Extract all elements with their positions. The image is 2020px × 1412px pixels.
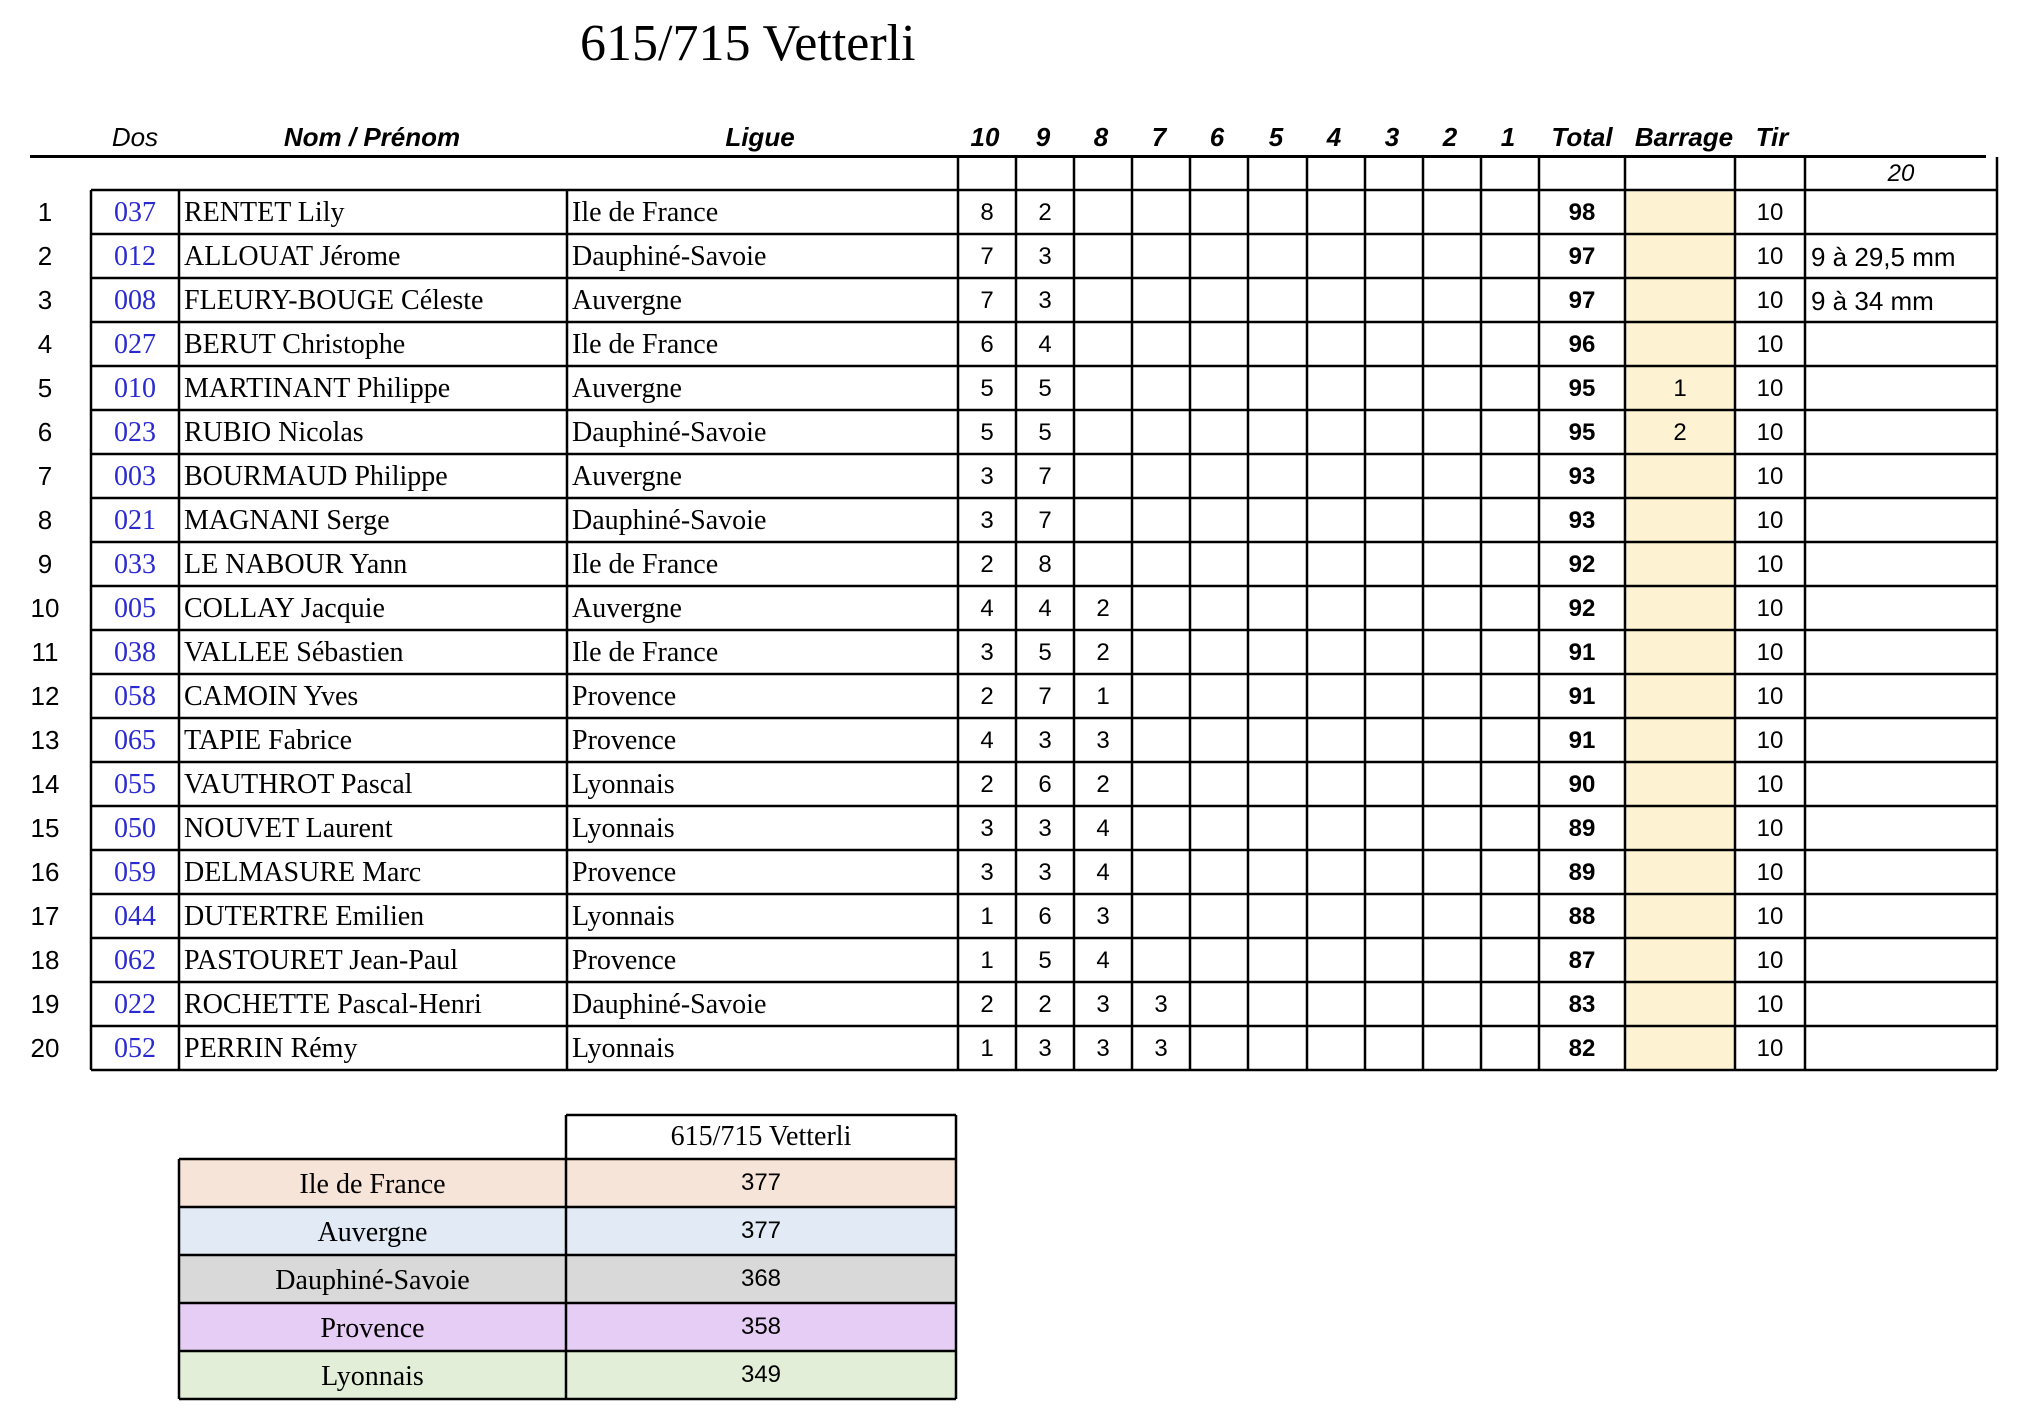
summary-league-name: Provence <box>320 1313 425 1344</box>
header-score-2: 2 <box>1442 122 1458 152</box>
shooter-name: MAGNANI Serge <box>184 505 390 536</box>
total-score: 91 <box>1568 727 1596 754</box>
header-score-1: 1 <box>1500 122 1516 152</box>
total-score: 95 <box>1568 375 1596 402</box>
rank: 16 <box>30 857 60 887</box>
bib-number: 065 <box>114 725 156 756</box>
shooter-league: Provence <box>572 725 677 756</box>
shots-count: 10 <box>1756 463 1784 490</box>
score-9: 7 <box>1038 507 1052 534</box>
total-score: 83 <box>1568 991 1596 1018</box>
total-score: 93 <box>1568 463 1596 490</box>
bib-number: 050 <box>114 813 156 844</box>
rank: 4 <box>37 329 53 359</box>
score-9: 5 <box>1038 419 1052 446</box>
header-score-6: 6 <box>1209 122 1225 152</box>
shots-count: 10 <box>1756 243 1784 270</box>
shooter-league: Ile de France <box>572 329 719 360</box>
score-9: 4 <box>1038 595 1052 622</box>
shots-count: 10 <box>1756 639 1784 666</box>
total-score: 97 <box>1568 287 1596 314</box>
shots-count: 10 <box>1756 507 1784 534</box>
shots-count: 10 <box>1756 991 1784 1018</box>
header-tir: Tir <box>1755 122 1789 152</box>
shooter-league: Auvergne <box>572 373 682 404</box>
total-score: 89 <box>1568 815 1596 842</box>
summary-league-name: Auvergne <box>317 1217 428 1248</box>
header-total: Total <box>1551 122 1613 152</box>
shooter-name: PERRIN Rémy <box>184 1033 358 1064</box>
score-10: 3 <box>980 815 994 842</box>
bib-number: 027 <box>114 329 156 360</box>
score-9: 3 <box>1038 727 1052 754</box>
shooter-name: MARTINANT Philippe <box>184 373 451 404</box>
score-7: 3 <box>1154 1035 1168 1062</box>
bib-number: 012 <box>114 241 156 272</box>
rank: 6 <box>37 417 53 447</box>
total-score: 93 <box>1568 507 1596 534</box>
score-9: 6 <box>1038 771 1052 798</box>
shooter-league: Provence <box>572 857 677 888</box>
total-score: 91 <box>1568 683 1596 710</box>
shooter-name: DELMASURE Marc <box>184 857 422 888</box>
score-8: 4 <box>1096 859 1110 886</box>
rank: 20 <box>30 1033 60 1063</box>
shooter-league: Auvergne <box>572 461 682 492</box>
score-8: 1 <box>1096 683 1110 710</box>
bib-number: 021 <box>114 505 156 536</box>
rank: 17 <box>30 901 60 931</box>
rank: 13 <box>30 725 60 755</box>
shots-count: 10 <box>1756 375 1784 402</box>
total-score: 88 <box>1568 903 1596 930</box>
shooter-league: Dauphiné-Savoie <box>572 989 767 1020</box>
rank: 19 <box>30 989 60 1019</box>
total-score: 92 <box>1568 595 1596 622</box>
shots-count: 10 <box>1756 903 1784 930</box>
shooter-count: 20 <box>1887 160 1915 187</box>
shots-count: 10 <box>1756 1035 1784 1062</box>
total-score: 91 <box>1568 639 1596 666</box>
total-score: 92 <box>1568 551 1596 578</box>
score-10: 3 <box>980 859 994 886</box>
total-score: 89 <box>1568 859 1596 886</box>
shooter-name: ROCHETTE Pascal-Henri <box>184 989 482 1020</box>
shooter-name: VALLEE Sébastien <box>184 637 404 668</box>
score-9: 3 <box>1038 815 1052 842</box>
bib-number: 010 <box>114 373 156 404</box>
score-10: 4 <box>980 727 994 754</box>
summary-league-name: Dauphiné-Savoie <box>275 1265 470 1296</box>
header-score-8: 8 <box>1093 122 1109 152</box>
page-title: 615/715 Vetterli <box>580 15 916 72</box>
rank: 11 <box>31 637 59 667</box>
score-8: 2 <box>1096 595 1110 622</box>
shooter-league: Auvergne <box>572 593 682 624</box>
score-10: 1 <box>980 1035 994 1062</box>
score-8: 4 <box>1096 947 1110 974</box>
score-9: 5 <box>1038 375 1052 402</box>
header-score-7: 7 <box>1151 122 1167 152</box>
shots-count: 10 <box>1756 419 1784 446</box>
tiebreak-note: 9 à 29,5 mm <box>1811 242 1956 272</box>
shots-count: 10 <box>1756 331 1784 358</box>
shooter-league: Lyonnais <box>572 1033 675 1064</box>
total-score: 95 <box>1568 419 1596 446</box>
score-10: 5 <box>980 375 994 402</box>
summary-league-score: 377 <box>740 1217 782 1244</box>
rank: 10 <box>30 593 60 623</box>
score-10: 2 <box>980 683 994 710</box>
bib-number: 062 <box>114 945 156 976</box>
barrage-score: 1 <box>1673 375 1687 402</box>
shots-count: 10 <box>1756 551 1784 578</box>
shooter-name: BERUT Christophe <box>184 329 406 360</box>
score-9: 3 <box>1038 243 1052 270</box>
rank: 3 <box>37 285 53 315</box>
summary-league-name: Lyonnais <box>321 1361 424 1392</box>
shooter-name: CAMOIN Yves <box>184 681 359 712</box>
header-nom: Nom / Prénom <box>283 122 461 152</box>
summary-league-score: 368 <box>740 1265 782 1292</box>
score-9: 5 <box>1038 947 1052 974</box>
shooter-name: TAPIE Fabrice <box>184 725 353 756</box>
shooter-name: RENTET Lily <box>184 197 345 228</box>
total-score: 98 <box>1568 199 1596 226</box>
shooter-name: PASTOURET Jean-Paul <box>184 945 459 976</box>
shooter-league: Provence <box>572 945 677 976</box>
score-10: 3 <box>980 639 994 666</box>
score-10: 3 <box>980 463 994 490</box>
shots-count: 10 <box>1756 287 1784 314</box>
shots-count: 10 <box>1756 947 1784 974</box>
score-10: 2 <box>980 771 994 798</box>
shooter-name: BOURMAUD Philippe <box>184 461 448 492</box>
shots-count: 10 <box>1756 595 1784 622</box>
score-8: 3 <box>1096 903 1110 930</box>
shooter-league: Lyonnais <box>572 901 675 932</box>
bib-number: 058 <box>114 681 156 712</box>
header-barrage: Barrage <box>1634 122 1734 152</box>
score-10: 6 <box>980 331 994 358</box>
bib-number: 022 <box>114 989 156 1020</box>
shooter-name: DUTERTRE Emilien <box>184 901 425 932</box>
shooter-league: Ile de France <box>572 197 719 228</box>
score-10: 2 <box>980 551 994 578</box>
header-ligue: Ligue <box>725 122 795 152</box>
score-10: 2 <box>980 991 994 1018</box>
shooter-league: Ile de France <box>572 549 719 580</box>
bib-number: 008 <box>114 285 156 316</box>
score-9: 7 <box>1038 463 1052 490</box>
score-10: 3 <box>980 507 994 534</box>
rank: 14 <box>30 769 60 799</box>
score-9: 5 <box>1038 639 1052 666</box>
score-10: 7 <box>980 287 994 314</box>
summary-league-score: 358 <box>740 1313 782 1340</box>
bib-number: 052 <box>114 1033 156 1064</box>
tiebreak-note: 9 à 34 mm <box>1811 286 1934 316</box>
shots-count: 10 <box>1756 815 1784 842</box>
bib-number: 023 <box>114 417 156 448</box>
score-8: 3 <box>1096 1035 1110 1062</box>
score-10: 4 <box>980 595 994 622</box>
total-score: 90 <box>1568 771 1596 798</box>
score-9: 3 <box>1038 1035 1052 1062</box>
rank: 18 <box>30 945 60 975</box>
rank: 15 <box>30 813 60 843</box>
rank: 7 <box>37 461 53 491</box>
shots-count: 10 <box>1756 683 1784 710</box>
shooter-name: COLLAY Jacquie <box>184 593 385 624</box>
rank: 8 <box>37 505 53 535</box>
header-score-3: 3 <box>1384 122 1400 152</box>
rank: 1 <box>37 197 53 227</box>
header-score-9: 9 <box>1035 122 1051 152</box>
score-9: 3 <box>1038 859 1052 886</box>
shooter-league: Ile de France <box>572 637 719 668</box>
barrage-score: 2 <box>1673 419 1687 446</box>
shooter-league: Dauphiné-Savoie <box>572 417 767 448</box>
shooter-league: Provence <box>572 681 677 712</box>
rank: 2 <box>37 241 53 271</box>
shooter-league: Auvergne <box>572 285 682 316</box>
bib-number: 044 <box>114 901 156 932</box>
rank: 12 <box>30 681 60 711</box>
score-10: 1 <box>980 903 994 930</box>
bib-number: 005 <box>114 593 156 624</box>
header-score-10: 10 <box>970 122 1000 152</box>
score-9: 6 <box>1038 903 1052 930</box>
shooter-league: Dauphiné-Savoie <box>572 241 767 272</box>
score-9: 3 <box>1038 287 1052 314</box>
shots-count: 10 <box>1756 771 1784 798</box>
shooter-name: ALLOUAT Jérome <box>184 241 401 272</box>
score-9: 2 <box>1038 991 1052 1018</box>
shooter-name: NOUVET Laurent <box>184 813 393 844</box>
score-10: 5 <box>980 419 994 446</box>
rank: 5 <box>37 373 53 403</box>
score-8: 2 <box>1096 771 1110 798</box>
shooter-league: Dauphiné-Savoie <box>572 505 767 536</box>
rank: 9 <box>37 549 53 579</box>
score-9: 2 <box>1038 199 1052 226</box>
bib-number: 003 <box>114 461 156 492</box>
total-score: 96 <box>1568 331 1596 358</box>
bib-number: 055 <box>114 769 156 800</box>
shots-count: 10 <box>1756 859 1784 886</box>
shooter-name: FLEURY-BOUGE Céleste <box>184 285 484 316</box>
score-9: 4 <box>1038 331 1052 358</box>
summary-header: 615/715 Vetterli <box>670 1121 852 1152</box>
bib-number: 059 <box>114 857 156 888</box>
shooter-league: Lyonnais <box>572 813 675 844</box>
score-10: 7 <box>980 243 994 270</box>
total-score: 82 <box>1568 1035 1596 1062</box>
shooter-name: LE NABOUR Yann <box>184 549 408 580</box>
score-10: 1 <box>980 947 994 974</box>
score-9: 7 <box>1038 683 1052 710</box>
shots-count: 10 <box>1756 727 1784 754</box>
score-8: 4 <box>1096 815 1110 842</box>
score-8: 2 <box>1096 639 1110 666</box>
bib-number: 033 <box>114 549 156 580</box>
shooter-name: RUBIO Nicolas <box>184 417 364 448</box>
shooter-league: Lyonnais <box>572 769 675 800</box>
summary-league-name: Ile de France <box>299 1169 446 1200</box>
bib-number: 037 <box>114 197 156 228</box>
shots-count: 10 <box>1756 199 1784 226</box>
total-score: 87 <box>1568 947 1596 974</box>
score-8: 3 <box>1096 727 1110 754</box>
header-dos: Dos <box>111 122 159 152</box>
summary-league-score: 349 <box>740 1361 782 1388</box>
shooter-name: VAUTHROT Pascal <box>184 769 413 800</box>
header-score-5: 5 <box>1268 122 1284 152</box>
bib-number: 038 <box>114 637 156 668</box>
score-9: 8 <box>1038 551 1052 578</box>
score-7: 3 <box>1154 991 1168 1018</box>
total-score: 97 <box>1568 243 1596 270</box>
summary-league-score: 377 <box>740 1169 782 1196</box>
score-8: 3 <box>1096 991 1110 1018</box>
header-score-4: 4 <box>1326 122 1342 152</box>
score-10: 8 <box>980 199 994 226</box>
